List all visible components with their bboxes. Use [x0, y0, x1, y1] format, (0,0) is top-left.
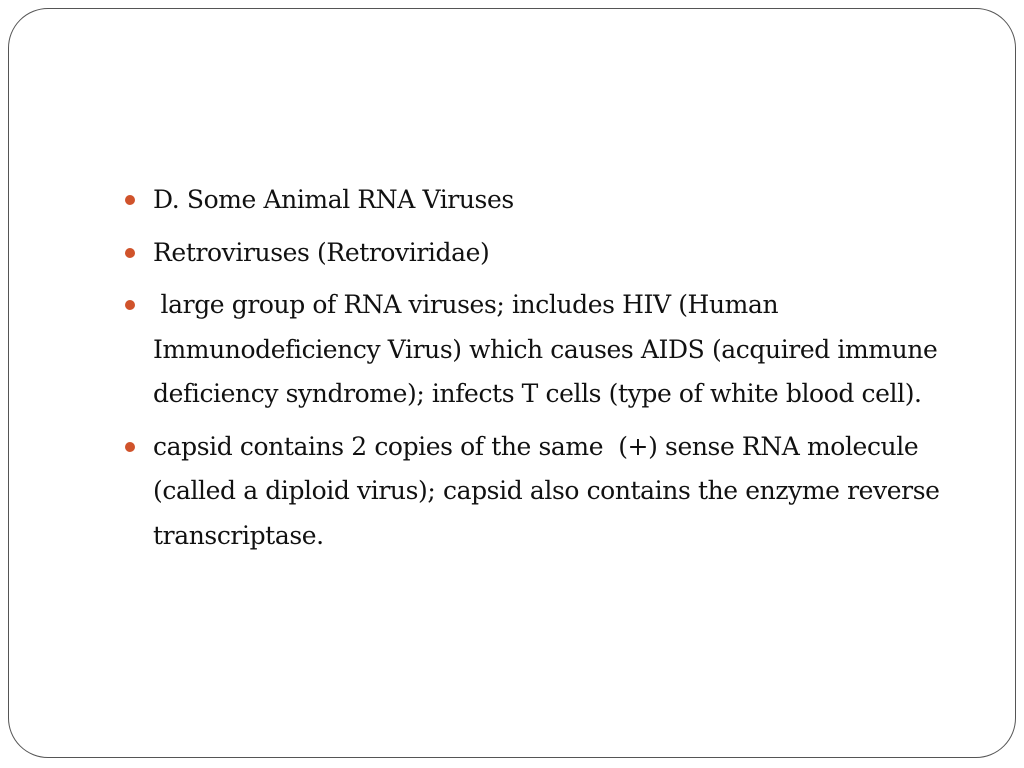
- bullet-item: [124, 231, 954, 276]
- bullet-item: [124, 425, 954, 559]
- bullet-item: [124, 178, 954, 223]
- bullet-dot-icon: [125, 300, 135, 310]
- bullet-dot-icon: [125, 442, 135, 452]
- bullet-list: [124, 178, 954, 566]
- bullet-text: capsid contains 2 copies of the same (+) sense RNA molecule (called a diploid virus); capsid also contains the enzyme reverse transcriptase.: [153, 431, 948, 550]
- bullet-text: D. Some Animal RNA Viruses: [153, 185, 514, 214]
- bullet-item: [124, 283, 954, 417]
- bullet-text: large group of RNA viruses; includes HIV (Human Immunodeficiency Virus) which causes AIDS (acquired immune deficiency syndrome); infects T cells (type of white blood cell).: [153, 290, 945, 408]
- bullet-text: Retroviruses (Retroviridae): [153, 237, 490, 267]
- bullet-dot-icon: [125, 195, 135, 205]
- bullet-dot-icon: [125, 248, 135, 258]
- slide-frame: [8, 8, 1016, 758]
